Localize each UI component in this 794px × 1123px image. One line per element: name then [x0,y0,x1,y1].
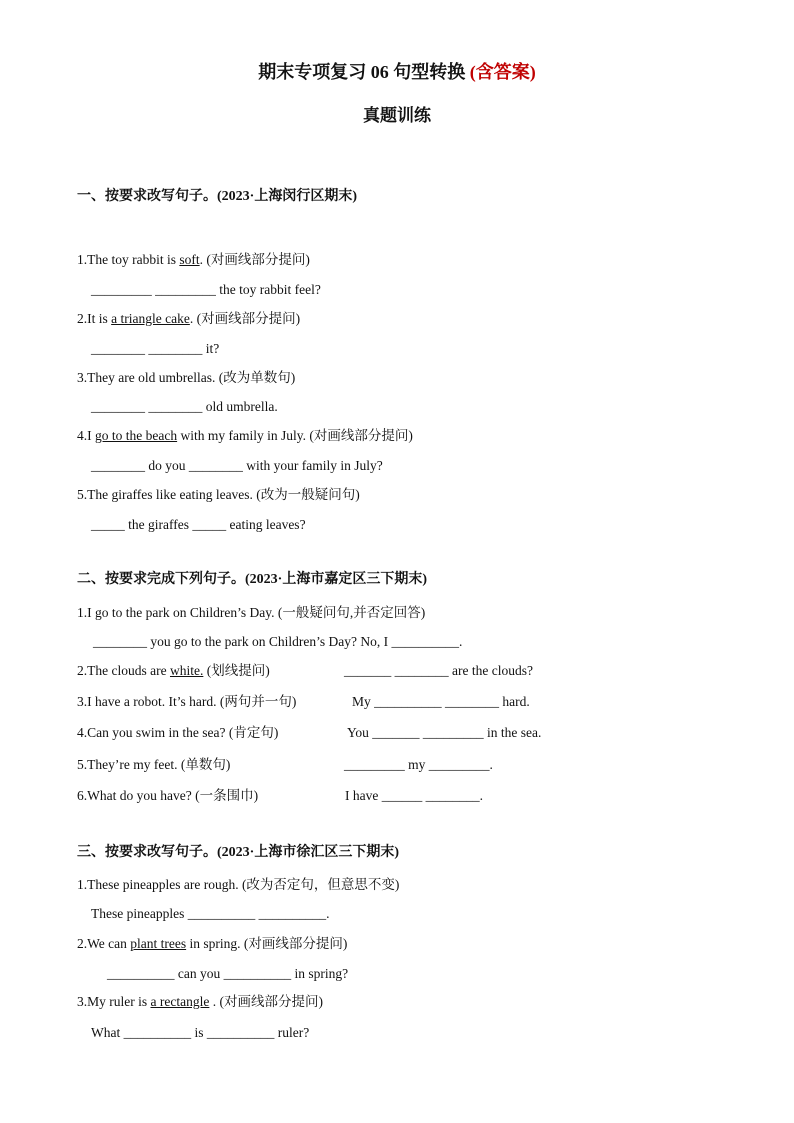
s1-q5: 5.The giraffes like eating leaves. (改为一般疑问句) [77,487,360,502]
s2-q5-answer: _________ my _________. [344,757,493,772]
underlined-part: white. [169,663,204,678]
section-2-heading: 二、按要求完成下列句子。(2023·上海市嘉定区三下期末) [77,572,427,587]
underlined-part: soft [179,252,200,267]
underlined-part: go to the beach [95,428,178,443]
underlined-part: plant trees [130,936,187,951]
s1-q2-answer: ________ ________ it? [91,341,220,356]
s2-q6-answer: I have ______ ________. [345,788,483,803]
s3-q2-answer: __________ can you __________ in spring? [107,966,349,981]
s1-q4: 4.I go to the beach with my family in July. (对画线部分提问) [77,428,413,443]
s1-q2: 2.It is a triangle cake. (对画线部分提问) [77,311,301,326]
s1-q1: 1.The toy rabbit is soft. (对画线部分提问) [77,252,310,267]
s3-q3-answer: What __________ is __________ ruler? [91,1025,310,1040]
s2-q3-answer: My __________ ________ hard. [352,694,530,709]
underlined-part: a rectangle [150,994,210,1009]
s2-q6: 6.What do you have? (一条围巾) [77,788,259,803]
page-title [0,58,794,84]
page-subtitle: 真题训练 [363,106,431,125]
title-main: 期末专项复习 06 句型转换 [258,62,470,82]
s1-q4-answer: ________ do you ________ with your family in July? [91,458,383,473]
section-3-heading: 三、按要求改写句子。(2023·上海市徐汇区三下期末) [77,845,399,860]
s3-q1: 1.These pineapples are rough. (改为否定句，但意思不变) [77,877,400,892]
section-1-heading: 一、按要求改写句子。(2023·上海闵行区期末) [77,189,357,204]
s2-q5: 5.They’re my feet. (单数句) [77,757,231,772]
underlined-part: a triangle cake [111,311,190,326]
s2-q2-answer: _______ ________ are the clouds? [344,663,533,678]
s1-q1-answer: _________ _________ the toy rabbit feel? [91,282,321,297]
s3-q1-answer: These pineapples __________ __________. [91,906,330,921]
s2-q3: 3.I have a robot. It’s hard. (两句并一句) [77,694,297,709]
s2-q1: 1.I go to the park on Children’s Day. (一般疑问句,并否定回答) [77,605,426,620]
s2-q4-answer: You _______ _________ in the sea. [347,725,542,740]
s1-q3-answer: ________ ________ old umbrella. [91,399,278,414]
s2-q1-answer: ________ you go to the park on Children’s Day? No, I __________. [93,634,463,649]
s1-q3: 3.They are old umbrellas. (改为单数句) [77,370,296,385]
s1-q5-answer: _____ the giraffes _____ eating leaves? [91,517,306,532]
s2-q4: 4.Can you swim in the sea? (肯定句) [77,725,279,740]
s3-q3: 3.My ruler is a rectangle . (对画线部分提问) [77,994,323,1009]
s2-q2: 2.The clouds are white. (划线提问) [77,663,270,678]
answer-note: (含答案) [469,62,536,82]
s3-q2: 2.We can plant trees in spring. (对画线部分提问) [77,936,348,951]
